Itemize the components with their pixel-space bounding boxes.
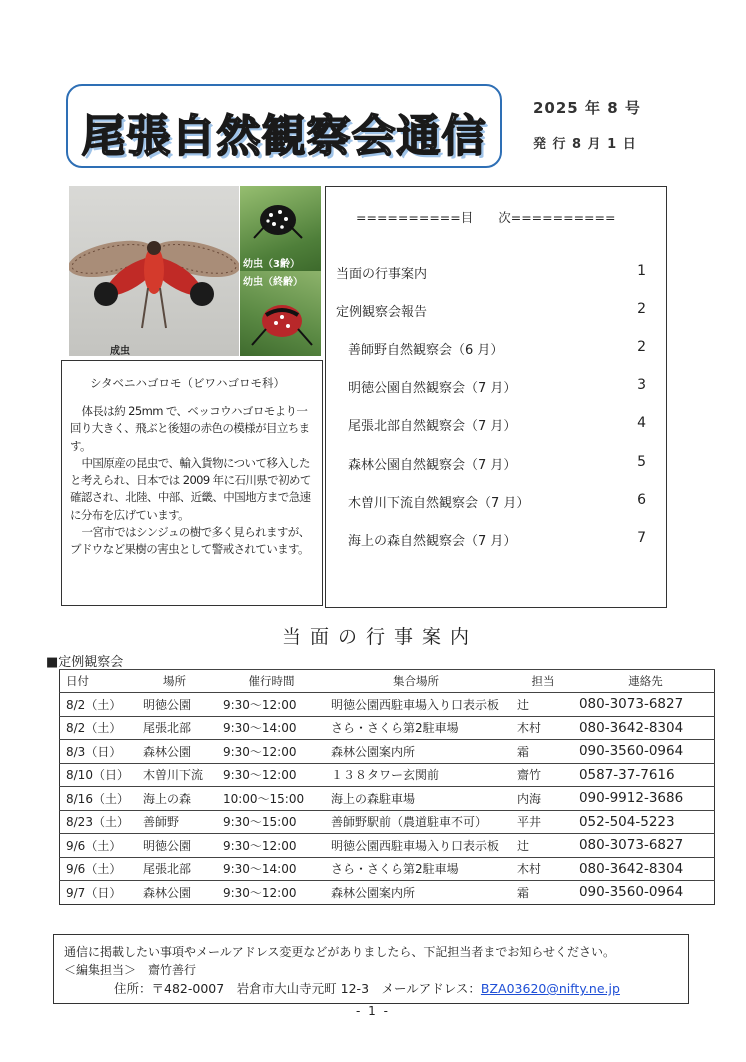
issue-number: 2025 年 8 号 xyxy=(533,99,641,117)
species-title: シタベニハゴロモ（ビワハゴロモ科） xyxy=(90,376,286,390)
column-header: 集合場所 xyxy=(323,670,509,693)
event-date: 9/6（土） xyxy=(60,834,129,858)
event-leader: 霜 xyxy=(509,881,577,905)
contact-phone: 080-3642-8304 xyxy=(577,716,715,740)
toc-item[interactable] xyxy=(326,530,666,550)
event-leader: 内海 xyxy=(509,787,577,811)
toc-item[interactable] xyxy=(326,263,666,283)
events-subheading: ■定例観察会 xyxy=(46,655,124,670)
column-header: 場所 xyxy=(129,670,220,693)
event-date: 8/2（土） xyxy=(60,716,129,740)
issue-date: 発 行 8 月 1 日 xyxy=(533,137,637,152)
contact-notice-box xyxy=(53,934,689,1004)
toc-item-title: 海上の森自然観察会（7 月） xyxy=(348,534,517,549)
toc-item-title: 尾張北部自然観察会（7 月） xyxy=(348,419,517,434)
contact-phone: 090-3560-0964 xyxy=(577,740,715,764)
event-date: 8/23（土） xyxy=(60,810,129,834)
event-location: 海上の森 xyxy=(129,787,220,811)
toc-item-title: 定例観察会報告 xyxy=(336,305,428,320)
table-row xyxy=(60,857,715,881)
meeting-place: 森林公園案内所 xyxy=(323,740,509,764)
meeting-place: 明徳公園西駐車場入り口表示板 xyxy=(323,834,509,858)
meeting-place: 森林公園案内所 xyxy=(323,881,509,905)
toc-item[interactable] xyxy=(326,301,666,321)
table-row xyxy=(60,763,715,787)
event-location: 森林公園 xyxy=(129,881,220,905)
toc-item-title: 当面の行事案内 xyxy=(336,267,428,282)
adult-insect-photo xyxy=(69,186,239,356)
species-paragraph: 一宮市ではシンジュの樹で多く見られますが、ブドウなど果樹の害虫として警戒されています。 xyxy=(70,525,310,557)
event-location: 尾張北部 xyxy=(129,857,220,881)
species-paragraph: 中国原産の昆虫で、輸入貨物について移入したと考えられ、日本では 2009 年に石川県で初めて確認され、北陸、中部、近畿、中国地方まで急速に分布を広げています。 xyxy=(70,455,311,522)
event-leader: 平井 xyxy=(509,810,577,834)
contact-phone: 080-3073-6827 xyxy=(577,834,715,858)
contact-phone: 080-3642-8304 xyxy=(577,857,715,881)
table-row xyxy=(60,810,715,834)
contact-phone: 090-3560-0964 xyxy=(577,881,715,905)
event-location: 明徳公園 xyxy=(129,834,220,858)
toc-item-page: 1 xyxy=(637,263,646,279)
newsletter-title: 尾張自然観察会通信 xyxy=(81,111,487,162)
address-text: 住所：〒482-0007 岩倉市大山寺元町 12-3 メールアドレス： xyxy=(114,981,481,996)
table-row xyxy=(60,693,715,717)
table-row xyxy=(60,834,715,858)
address-line xyxy=(114,979,620,997)
editor-line: ＜編集担当＞ 齋竹善行 xyxy=(64,963,197,977)
event-location: 木曽川下流 xyxy=(129,763,220,787)
events-heading: 当面の行事案内 xyxy=(282,626,479,648)
toc-heading: ==========目 次========== xyxy=(356,210,616,225)
event-date: 8/3（日） xyxy=(60,740,129,764)
event-leader: 木村 xyxy=(509,716,577,740)
toc-item-page: 5 xyxy=(637,454,646,470)
lanternfly-illustration xyxy=(69,186,239,356)
column-header: 連絡先 xyxy=(577,670,715,693)
event-time: 9:30～12:00 xyxy=(220,693,323,717)
event-date: 9/6（土） xyxy=(60,857,129,881)
table-row xyxy=(60,740,715,764)
event-time: 10:00～15:00 xyxy=(220,787,323,811)
event-date: 9/7（日） xyxy=(60,881,129,905)
toc-item-page: 4 xyxy=(637,415,646,431)
species-paragraph: 体長は約 25mm で、ベッコウハゴロモより一回り大きく、飛ぶと後翅の赤色の模様が目立ちます。 xyxy=(70,404,310,453)
toc-item[interactable] xyxy=(326,492,666,512)
toc-item-title: 明徳公園自然観察会（7 月） xyxy=(348,381,517,396)
table-row xyxy=(60,716,715,740)
event-leader: 木村 xyxy=(509,857,577,881)
notice-text: 通信に掲載したい事項やメールアドレス変更などがありましたら、下記担当者までお知らせください。 xyxy=(64,945,616,959)
toc-item-page: 2 xyxy=(637,339,646,355)
email-link[interactable]: BZA03620@nifty.ne.jp xyxy=(480,981,620,996)
meeting-place: １３８タワー玄関前 xyxy=(323,763,509,787)
event-leader: 霜 xyxy=(509,740,577,764)
event-time: 9:30～15:00 xyxy=(220,810,323,834)
events-table-body xyxy=(60,693,715,905)
event-date: 8/2（土） xyxy=(60,693,129,717)
events-table xyxy=(59,669,715,905)
meeting-place: 海上の森駐車場 xyxy=(323,787,509,811)
table-header-row xyxy=(60,670,715,693)
toc-item-page: 2 xyxy=(637,301,646,317)
toc-item[interactable] xyxy=(326,339,666,359)
species-description-box xyxy=(61,360,323,606)
event-time: 9:30～14:00 xyxy=(220,716,323,740)
adult-photo-label: 成虫 xyxy=(110,346,130,356)
table-row xyxy=(60,787,715,811)
meeting-place: 明徳公園西駐車場入り口表示板 xyxy=(323,693,509,717)
contact-phone: 090-9912-3686 xyxy=(577,787,715,811)
contact-phone: 052-504-5223 xyxy=(577,810,715,834)
event-location: 森林公園 xyxy=(129,740,220,764)
toc-item[interactable] xyxy=(326,415,666,435)
column-header: 日付 xyxy=(60,670,129,693)
event-leader: 辻 xyxy=(509,693,577,717)
larva3-photo-label: 幼虫（3齢） xyxy=(243,259,300,270)
event-time: 9:30～14:00 xyxy=(220,857,323,881)
toc-item-page: 6 xyxy=(637,492,646,508)
toc-item-title: 森林公園自然観察会（7 月） xyxy=(348,458,517,473)
larva-final-instar-photo xyxy=(240,271,321,356)
larva5-photo-label: 幼虫（終齢） xyxy=(243,277,303,288)
toc-item[interactable] xyxy=(326,454,666,474)
meeting-place: さら・さくら第2駐車場 xyxy=(323,857,509,881)
table-of-contents xyxy=(325,186,667,608)
page-number: - 1 - xyxy=(356,1004,390,1018)
event-time: 9:30～12:00 xyxy=(220,834,323,858)
column-header: 催行時間 xyxy=(220,670,323,693)
toc-item[interactable] xyxy=(326,377,666,397)
masthead-box xyxy=(66,84,502,168)
event-location: 明徳公園 xyxy=(129,693,220,717)
toc-item-title: 善師野自然観察会（6 月） xyxy=(348,343,504,358)
species-description xyxy=(70,403,318,559)
event-leader: 齋竹 xyxy=(509,763,577,787)
event-time: 9:30～12:00 xyxy=(220,763,323,787)
toc-item-page: 3 xyxy=(637,377,646,393)
event-location: 尾張北部 xyxy=(129,716,220,740)
contact-phone: 080-3073-6827 xyxy=(577,693,715,717)
event-date: 8/16（土） xyxy=(60,787,129,811)
event-date: 8/10（日） xyxy=(60,763,129,787)
larva-instar3-photo xyxy=(240,186,321,271)
toc-item-page: 7 xyxy=(637,530,646,546)
event-time: 9:30～12:00 xyxy=(220,740,323,764)
table-row xyxy=(60,881,715,905)
meeting-place: さら・さくら第2駐車場 xyxy=(323,716,509,740)
meeting-place: 善師野駅前（農道駐車不可） xyxy=(323,810,509,834)
contact-phone: 0587-37-7616 xyxy=(577,763,715,787)
toc-item-title: 木曽川下流自然観察会（7 月） xyxy=(348,496,530,511)
event-location: 善師野 xyxy=(129,810,220,834)
event-time: 9:30～12:00 xyxy=(220,881,323,905)
column-header: 担当 xyxy=(509,670,577,693)
event-leader: 辻 xyxy=(509,834,577,858)
